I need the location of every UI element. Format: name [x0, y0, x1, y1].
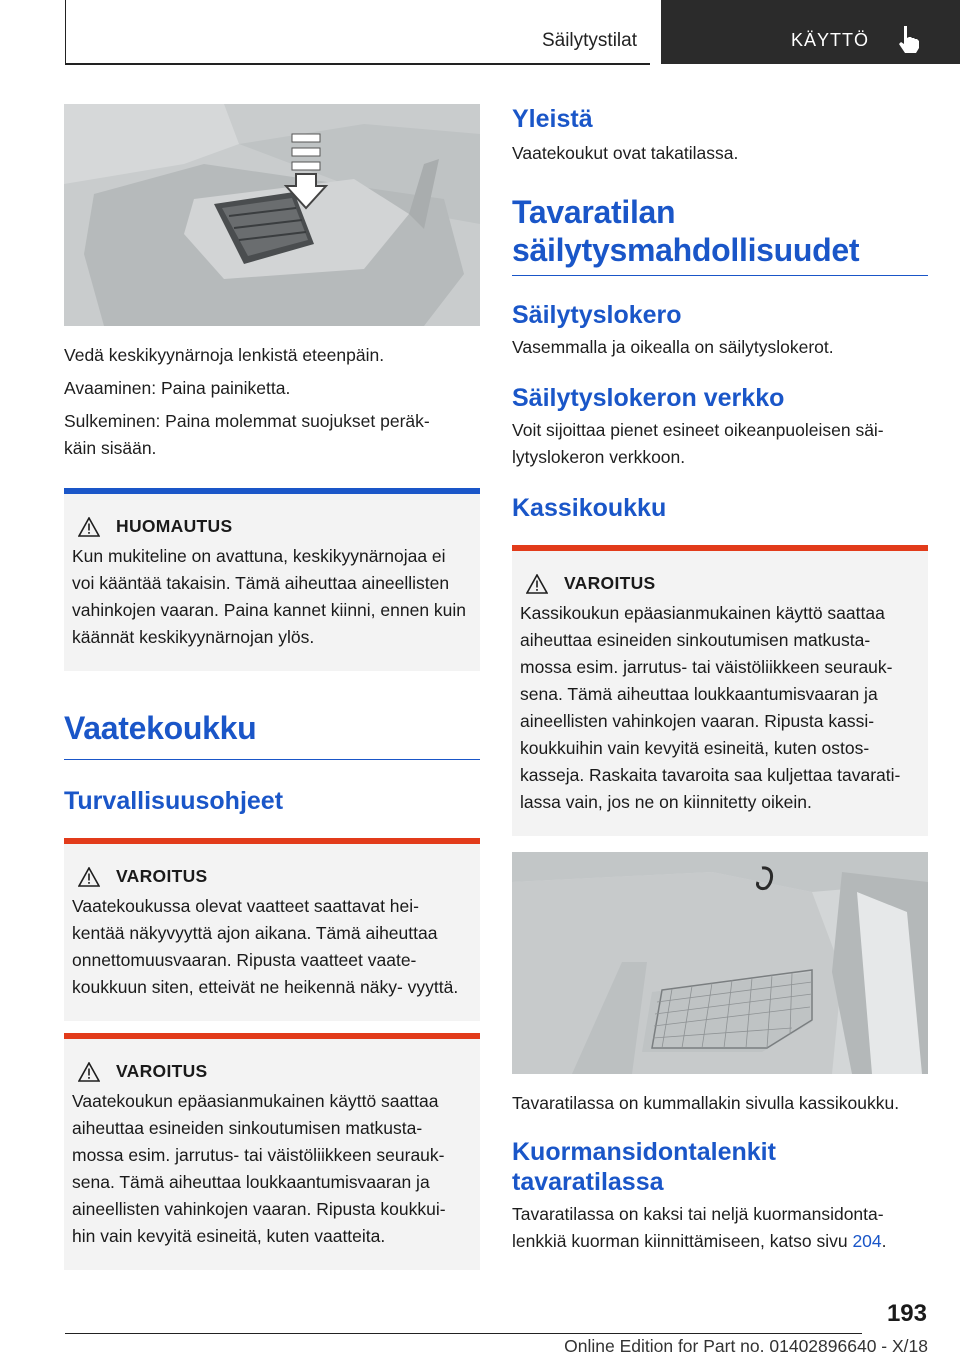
header-chapter-tab[interactable]	[661, 0, 960, 64]
header-bottom-rule	[65, 63, 650, 65]
footer-rule	[65, 1333, 862, 1334]
paragraph-kassikoukku: Tavaratilassa on kummallakin sivulla kassikoukku.	[512, 1093, 900, 1113]
heading-lokeron-verkko: Säilytyslokeron verkko	[512, 384, 785, 412]
paragraph-yleista: Vaatekoukut ovat takatilassa.	[512, 143, 739, 163]
chapter-label: KÄYTTÖ	[791, 30, 870, 50]
heading-kassikoukku: Kassikoukku	[512, 494, 667, 522]
notice-text: Kun mukiteline on avattuna, keskikyynärnojaa ei voi kääntää takaisin. Tämä aiheuttaa aineellisten vahinkojen vaaran. Paina kannet kiinni, ennen kuin käännät keskikyynärnojan ylös.	[72, 546, 467, 647]
heading-kuormansidontalenkit: Kuormansidontalenkit tavaratilassa	[512, 1138, 776, 1196]
notice-varoitus-clothes	[64, 838, 480, 1021]
warning-triangle-icon	[78, 517, 100, 537]
cargo-net-illustration	[512, 852, 928, 1074]
paragraph-kuormansidontalenkit	[512, 1201, 928, 1255]
paragraph-sailytyslokero: Vasemmalla ja oikealla on säilytyslokerot.	[512, 337, 834, 357]
notice-varoitus-hook	[64, 1033, 480, 1270]
notice-huomautus	[64, 488, 480, 671]
paragraph-lokeron-verkko: Voit sijoittaa pienet esineet oikeanpuoleisen säi- lytyslokeron verkkoon.	[512, 420, 884, 467]
hand-pointer-icon	[895, 24, 923, 54]
notice-title: VAROITUS	[116, 866, 208, 886]
notice-text: Kassikoukun epäasianmukainen käyttö saattaa aiheuttaa esineiden sinkoutumisen matkusta- mossa esim. jarrutus- tai väistöliikkeen seurauk- sena. Tämä aiheuttaa loukkaantumisvaaran ja aineellisten vahinkojen vaaran. Ripusta kassi- koukkuihin vain kevyitä esineitä, kuten ostos- kasseja. Raskaita tavaroita saa kuljettaa tavarati- lassa vain, jos ne on kiinnitetty oikein.	[520, 603, 901, 812]
right-column	[512, 104, 928, 1255]
page-number: 193	[886, 1300, 927, 1327]
paragraph-end: .	[881, 1231, 887, 1251]
heading-tavaratila: Tavaratilan säilytysmahdollisuudet	[512, 194, 860, 268]
heading-yleista: Yleistä	[512, 105, 593, 133]
notice-text: Vaatekoukun epäasianmukainen käyttö saattaa aiheuttaa esineiden sinkoutumisen matkusta- mossa esim. jarrutus- tai väistöliikkeen seurauk- sena. Tämä aiheuttaa loukkaantumisvaaran ja aineellisten vahinkojen vaaran. Ripusta koukkui- hin vain kevyitä esineitä, kuten vaatteita.	[72, 1091, 446, 1246]
paragraph-opening: Avaaminen: Paina painiketta.	[64, 378, 291, 398]
header-left-rule	[65, 0, 66, 64]
paragraph-text: Tavaratilassa on kaksi tai neljä kuormansidonta- lenkkiä kuorman kiinnittämiseen, katso sivu	[512, 1204, 884, 1251]
heading-vaatekoukku: Vaatekoukku	[64, 710, 257, 746]
heading-sailytyslokero: Säilytyslokero	[512, 301, 682, 329]
notice-varoitus-bag-hook	[512, 545, 928, 836]
armrest-illustration	[64, 104, 480, 326]
header-section-title: Säilytystilat	[541, 30, 637, 51]
page-reference-link[interactable]: 204	[852, 1231, 882, 1251]
notice-text: Vaatekoukussa olevat vaatteet saattavat hei- kentää näkyvyyttä ajon aikana. Tämä aiheuttaa onnettomuusvaaran. Ripusta vaatteet vaate- koukkuun siten, etteivät ne heikennä näky- vyyttä.	[72, 896, 459, 997]
left-column	[64, 104, 480, 1270]
paragraph-closing: Sulkeminen: Paina molemmat suojukset peräk- käin sisään.	[64, 411, 430, 458]
cargo-net-figure	[512, 852, 928, 1074]
warning-triangle-icon	[526, 574, 548, 594]
armrest-figure	[64, 104, 480, 326]
notice-title: VAROITUS	[116, 1061, 208, 1081]
heading-safety: Turvallisuusohjeet	[64, 787, 284, 815]
warning-triangle-icon	[78, 867, 100, 887]
footer-edition: Online Edition for Part no. 01402896640 - X/18	[564, 1336, 928, 1356]
notice-title: VAROITUS	[564, 573, 656, 593]
paragraph-pull-armrest: Vedä keskikyynärnoja lenkistä eteenpäin.	[64, 345, 385, 365]
notice-title: HUOMAUTUS	[116, 516, 233, 536]
warning-triangle-icon	[78, 1062, 100, 1082]
